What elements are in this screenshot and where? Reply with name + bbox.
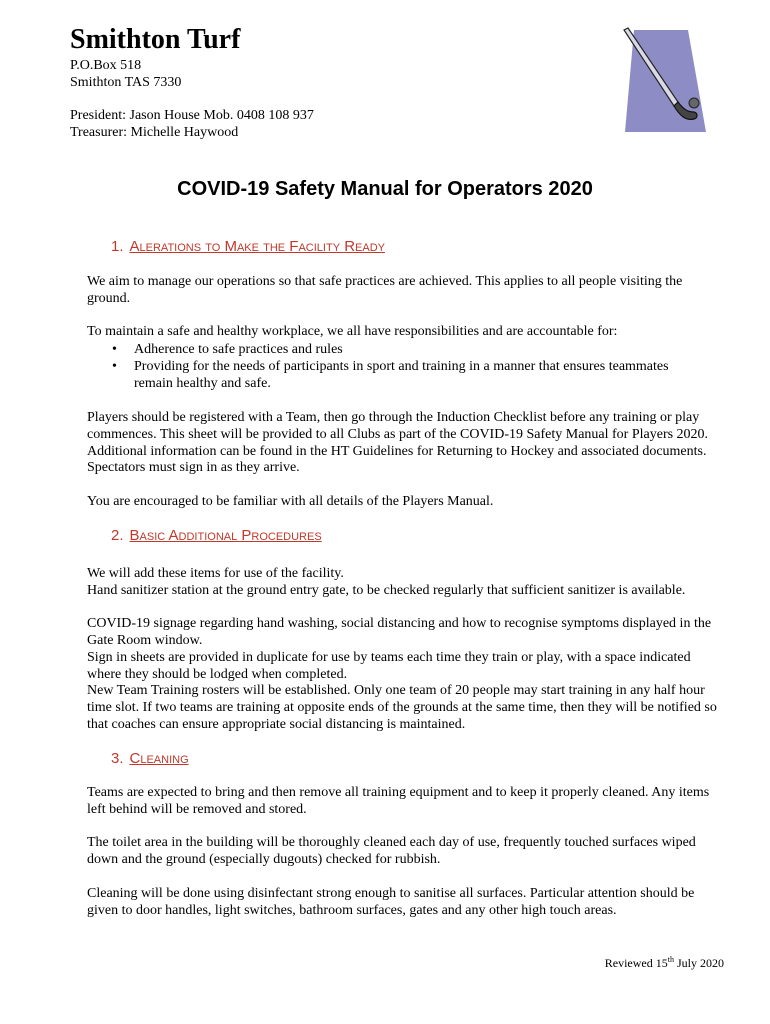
section-1-heading bbox=[111, 237, 385, 256]
section-2-paragraph: New Team Training rosters will be established. Only one team of 20 people may start training in any half hour time slot. If two teams are training at opposite ends of the grounds at the same time, then they will be notified so that coaches can ensure appropriate social distancing is maintained. bbox=[87, 683, 717, 732]
president-line: President: Jason House Mob. 0408 108 937 bbox=[70, 108, 314, 123]
review-date-footer bbox=[605, 952, 724, 971]
section-2-paragraph: COVID-19 signage regarding hand washing, social distancing and how to recognise symptoms displayed in the Gate Room window. bbox=[87, 616, 712, 648]
footer-suffix: July 2020 bbox=[673, 956, 724, 970]
section-2-paragraph: Hand sanitizer station at the ground entry gate, to be checked regularly that sufficient sanitizer is available. bbox=[87, 583, 686, 598]
section-3-number: 3. bbox=[111, 750, 124, 767]
section-3-paragraph: Cleaning will be done using disinfectant strong enough to sanitise all surfaces. Particular attention should be given to door handles, light switches, bathroom surfaces, gates and any other high touch areas. bbox=[87, 886, 695, 918]
section-1-paragraph: You are encouraged to be familiar with all details of the Players Manual. bbox=[87, 494, 494, 509]
section-2-paragraph: We will add these items for use of the facility. bbox=[87, 566, 344, 581]
section-1-paragraph: We aim to manage our operations so that safe practices are achieved. This applies to all people visiting the ground. bbox=[87, 274, 683, 306]
address-line-1: P.O.Box 518 bbox=[70, 58, 142, 73]
section-1-paragraph: Players should be registered with a Team, then go through the Induction Checklist before any training or play commences. This sheet will be provided to all Clubs as part of the COVID-19 Safety Manual for Players 2020. Additional information can be found in the HT Guidelines for Returning to Hockey and associated documents. Spectators must sign in as they arrive. bbox=[87, 410, 709, 476]
section-1-number: 1. bbox=[111, 238, 124, 255]
section-1-bullet-list bbox=[87, 342, 707, 392]
list-item: • Providing for the needs of participants in sport and training in a manner that ensures teammates remain healthy and safe. bbox=[87, 359, 707, 393]
section-2-number: 2. bbox=[111, 527, 124, 544]
address-line-2: Smithton TAS 7330 bbox=[70, 75, 182, 90]
section-2-heading bbox=[111, 526, 322, 545]
section-2-title: Basic Additional Procedures bbox=[129, 527, 322, 544]
list-item: • Adherence to safe practices and rules bbox=[87, 342, 707, 359]
section-3-paragraph: The toilet area in the building will be thoroughly cleaned each day of use, frequently touched surfaces wiped down and the ground (especially dugouts) checked for rubbish. bbox=[87, 835, 696, 867]
hockey-stick-logo-icon bbox=[612, 24, 708, 134]
section-3-paragraph: Teams are expected to bring and then remove all training equipment and to keep it properly cleaned. Any items left behind will be removed and stored. bbox=[87, 785, 710, 817]
treasurer-line: Treasurer: Michelle Haywood bbox=[70, 125, 239, 140]
footer-superscript: th bbox=[667, 955, 674, 964]
footer-prefix: Reviewed 15 bbox=[604, 956, 668, 970]
section-1-title: Alerations to Make the Facility Ready bbox=[129, 238, 385, 255]
section-3-title: Cleaning bbox=[129, 750, 189, 767]
document-title: COVID-19 Safety Manual for Operators 2020 bbox=[177, 178, 593, 200]
section-3-heading bbox=[111, 749, 189, 768]
section-1-paragraph: To maintain a safe and healthy workplace, we all have responsibilities and are accountable for: bbox=[87, 324, 618, 339]
section-2-paragraph: Sign in sheets are provided in duplicate for use by teams each time they train or play, with a space indicated where they should be lodged when completed. bbox=[87, 650, 691, 682]
org-name: Smithton Turf bbox=[70, 24, 241, 55]
